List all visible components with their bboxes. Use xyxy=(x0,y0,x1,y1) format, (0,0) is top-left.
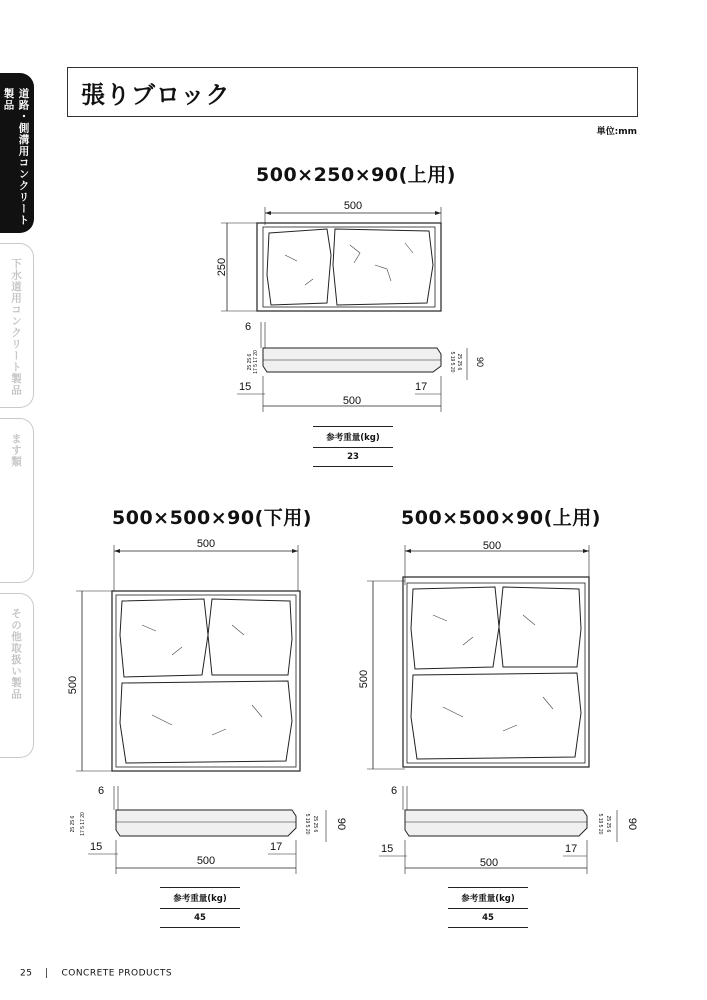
section-length-label: 500 xyxy=(342,395,362,407)
section-left-bottom: 15 xyxy=(381,843,394,855)
side-tab-boxes[interactable] xyxy=(0,418,34,583)
weight-table xyxy=(313,426,393,467)
section-left-sub: 17 5 17 20 xyxy=(80,812,86,836)
side-tab-sewer[interactable] xyxy=(0,243,34,408)
plan-drawing xyxy=(62,535,312,775)
section-left-dims: 25 25 6 xyxy=(247,353,253,371)
plan-drawing xyxy=(215,195,475,325)
section-right-bottom: 17 xyxy=(415,381,428,393)
section-left-bottom: 15 xyxy=(239,381,252,393)
section-length-label: 500 xyxy=(479,857,499,869)
weight-header: 参考重量(kg) xyxy=(313,426,393,448)
plan-height-label: 500 xyxy=(67,675,79,695)
section-height-label: 90 xyxy=(626,817,638,831)
weight-header: 参考重量(kg) xyxy=(160,887,240,909)
plan-width-label: 500 xyxy=(343,200,363,212)
section-height-label: 90 xyxy=(475,356,485,368)
section-top-label: 6 xyxy=(245,321,252,333)
section-right-dims: 5 19 5 20 xyxy=(597,813,603,835)
product-heading: 500×250×90(上用) xyxy=(256,164,456,186)
side-tab-others[interactable] xyxy=(0,593,34,758)
section-right-sub: 25 25 6 xyxy=(605,815,611,833)
side-tab-label: その他取扱い製品 xyxy=(10,608,22,700)
page-title: 張りブロック xyxy=(81,80,231,109)
section-right-sub: 25 25 6 xyxy=(312,815,318,833)
page-number: 25 xyxy=(20,968,33,979)
section-left-dims: 25 25 6 xyxy=(70,815,76,833)
plan-drawing xyxy=(355,535,605,775)
weight-table xyxy=(448,887,528,928)
section-height-label: 90 xyxy=(335,817,347,831)
section-length-label: 500 xyxy=(196,855,216,867)
weight-value: 23 xyxy=(313,448,393,467)
section-right-bottom: 17 xyxy=(565,843,578,855)
plan-width-label: 500 xyxy=(196,538,216,550)
page-title-box xyxy=(67,67,638,117)
plan-height-label: 250 xyxy=(216,257,228,277)
side-tab-label: 道路・側溝用コンクリート製品 xyxy=(2,88,30,226)
section-drawing xyxy=(355,780,645,880)
footer-label: CONCRETE PRODUCTS xyxy=(61,968,173,979)
section-right-dims: 5 19 5 20 xyxy=(304,813,310,835)
section-top-label: 6 xyxy=(391,785,398,797)
product-heading: 500×500×90(上用) xyxy=(401,507,601,529)
weight-header: 参考重量(kg) xyxy=(448,887,528,909)
section-right-bottom: 17 xyxy=(270,841,283,853)
side-tab-label: ます類 xyxy=(10,433,22,468)
side-tab-road[interactable] xyxy=(0,73,34,233)
footer xyxy=(20,968,172,979)
section-right-sub: 25 25 6 xyxy=(456,353,462,371)
footer-divider xyxy=(46,968,47,978)
weight-value: 45 xyxy=(448,909,528,928)
section-drawing xyxy=(62,780,352,880)
side-tab-label: 下水道用コンクリート製品 xyxy=(10,258,22,396)
unit-label: 単位:mm xyxy=(596,127,637,137)
weight-table xyxy=(160,887,240,928)
plan-width-label: 500 xyxy=(482,540,502,552)
section-drawing xyxy=(215,318,505,418)
section-top-label: 6 xyxy=(98,785,105,797)
product-heading: 500×500×90(下用) xyxy=(112,507,312,529)
section-right-dims: 5 19 5 20 xyxy=(449,351,455,373)
section-left-sub: 17 5 17 20 xyxy=(253,350,259,374)
weight-value: 45 xyxy=(160,909,240,928)
section-left-bottom: 15 xyxy=(90,841,103,853)
plan-height-label: 500 xyxy=(358,669,370,689)
